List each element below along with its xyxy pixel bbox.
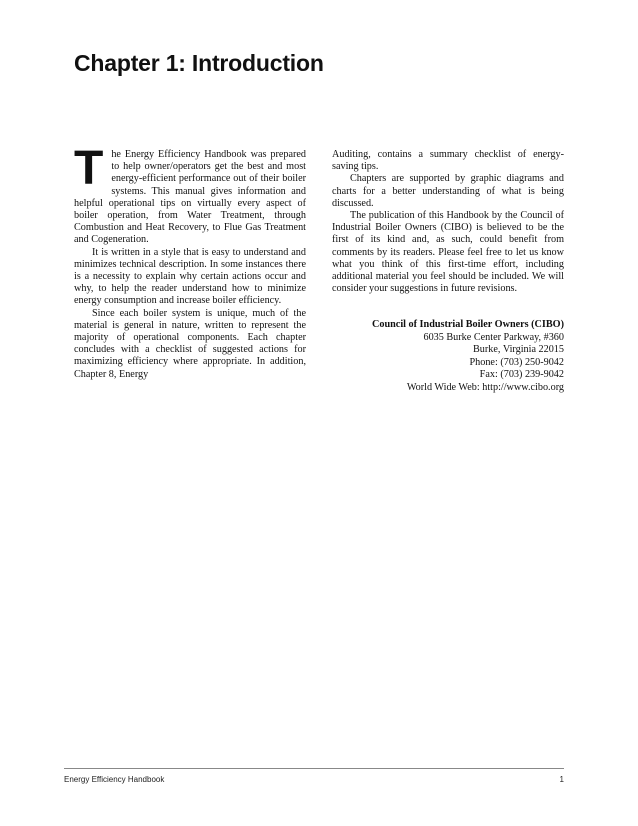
- drop-cap: T: [74, 142, 104, 195]
- page-title: Chapter 1: Introduction: [74, 50, 324, 76]
- fax-number: Fax: (703) 239-9042: [479, 369, 564, 381]
- left-column: [74, 142, 306, 381]
- page-number: 1: [559, 775, 564, 784]
- right-column: [332, 149, 564, 394]
- intro-paragraph-text: he Energy Efficiency Handbook was prepared to help owner/operators get the best and most energy-efficient performance out of their boiler systems. This manual gives information and helpful operational tips on virtually every aspect of boiler operation, from Water Treatment, through Combustion and Heat Recovery, to Flue Gas Treatment and Cogeneration.: [74, 149, 306, 246]
- style-paragraph: It is written in a style that is easy to understand and minimizes technical description. In some instances there is a necessity to explain why certain actions occur and why, to help the reader understand how to minimize energy consumption and increase boiler efficiency.: [74, 246, 306, 307]
- publication-paragraph: The publication of this Handbook by the Council of Industrial Boiler Owners (CIBO) is believed to be the first of its kind and, as such, could benefit from comments by its readers. Please feel free to let us know what you think of this first-time effort, including additional material you feel should be included. We will consider your suggestions in future revisions.: [332, 210, 564, 295]
- footer-title: Energy Efficiency Handbook: [64, 775, 165, 784]
- intro-paragraph: [74, 142, 306, 247]
- charts-paragraph: Chapters are supported by graphic diagrams and charts for a better understanding of what is being discussed.: [332, 173, 564, 209]
- contact-block: [332, 319, 564, 394]
- system-paragraph: Since each boiler system is unique, much of the material is general in nature, written to represent the majority of operational components. Each chapter concludes with a checklist of suggested actions for maximizing efficiency where appropriate. In addition, Chapter 8, Energy: [74, 307, 306, 380]
- organization-name: Council of Industrial Boiler Owners (CIBO): [372, 319, 564, 331]
- phone-number: Phone: (703) 250-9042: [469, 356, 564, 368]
- website: World Wide Web: http://www.cibo.org: [406, 381, 564, 393]
- address-line-1: 6035 Burke Center Parkway, #360: [423, 331, 564, 343]
- auditing-paragraph: Auditing, contains a summary checklist of energy-saving tips.: [332, 149, 564, 173]
- address-line-2: Burke, Virginia 22015: [473, 344, 564, 356]
- footer-divider: [64, 768, 564, 769]
